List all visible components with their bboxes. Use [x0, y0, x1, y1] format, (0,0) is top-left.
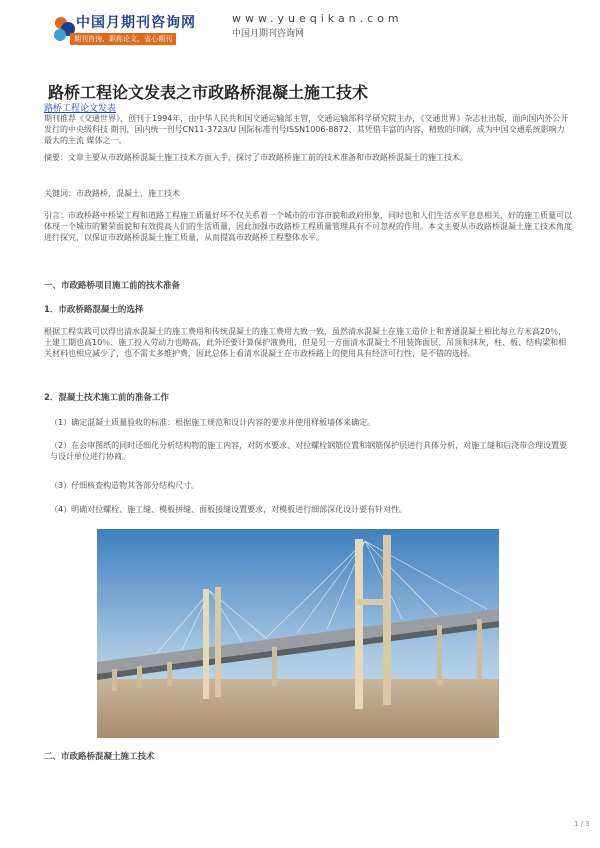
article-title: 路桥工程论文发表之市政路桥混凝土施工技术 [48, 83, 369, 102]
journal-recommendation: 期刊推荐《交通世界》，创刊于1994年，由中华人民共和国交通运输部主管，交通运输部科学研究院主办，《交通世界》杂志社出版，面向国内外公开发行的中央级科技 期刊，国内统一刊号CN11-3723/U 国际标准刊号ISSN1006-8872，其凭借丰富的内容、精致的印刷，成为中国交通系统影响力最大的主流 媒体之一。 [44, 114, 569, 145]
subsection-heading-1: 1．市政桥路混凝土的选择 [44, 305, 144, 315]
logo-title: 中国月期刊咨询网 [76, 15, 196, 31]
bridge-photo [97, 529, 499, 738]
list-item: （4）明确对拉螺栓、施工缝、模板拼缝、面板接缝设置要求，对模板进行细部深化设计要有针对性。 [50, 505, 408, 514]
page-number: 1 / 3 [574, 820, 590, 828]
site-header [0, 0, 600, 60]
site-url[interactable]: www.yueqikan.com [232, 12, 403, 25]
list-item: （1）确定混凝土质量验收的标准：根据施工规范和设计内容的要求并使用样板墙体来确定。 [50, 418, 376, 427]
subsection-heading-2: 2．混凝土技术施工前的准备工作 [44, 393, 169, 403]
section-heading-1: 一、市政路桥项目施工前的技术准备 [44, 281, 181, 291]
logo-tagline: 期刊咨询、职称论文、省心期刊 [70, 33, 176, 45]
introduction: 引言：市政桥路中桥梁工程和道路工程施工质量好坏不仅关系着一个城市的市容市貌和政府形象，同时也和人们生活水平息息相关，好的施工质量可以体现一个城市的繁荣面貌和有效提高人们的生活质量，因此加强市政路桥工程质量管理具有不可忽视的作用。本文主要从市政路桥混凝土施工技术角度进行探究，以保证市政路桥混凝土施工质量，从而提高市政路桥工程整体水平。 [44, 211, 572, 242]
list-item: （2）在会审图纸的同时还细化分析结构物的施工内容，对防水要求、对拉螺栓钢筋位置和钢筋保护层进行具体分析，对施工缝和后浇带合理设置要与设计单位进行协商。 [50, 441, 568, 461]
list-item: （3）仔细核查构造物其各部分结构尺寸。 [50, 481, 200, 490]
abstract: 摘要：文章主要从市政路桥混凝土施工技术方面入手，探讨了市政路桥施工前的技术准备和市政路桥混凝土的施工技术。 [44, 153, 468, 162]
site-name: 中国月期刊咨询网 [232, 29, 305, 39]
keywords: 关键词：市政路桥，混凝土，施工技术 [44, 189, 180, 198]
section-heading-2: 二、市政路桥混凝土施工技术 [44, 752, 155, 762]
subsection-1-body: 根据工程实践可以得出清水混凝土的施工费用和传统混凝土的施工费用大致一致，虽然清水混凝土在施工造价上和普通混凝土相比每立方米高20％，土建工期也高10％、施工投入劳动力也略高，此外还要计算保护液费用，但是另一方面清水混凝土不用装饰面层、吊顶和抹灰，柱、板、结构梁和相关材料也相应减少了，也不需太多维护费，因此总体上看清水混凝土在市政桥路上的使用具有经济可行性，是不错的选择。 [44, 327, 567, 358]
category-link[interactable]: 路桥工程论文发表 [44, 104, 117, 114]
